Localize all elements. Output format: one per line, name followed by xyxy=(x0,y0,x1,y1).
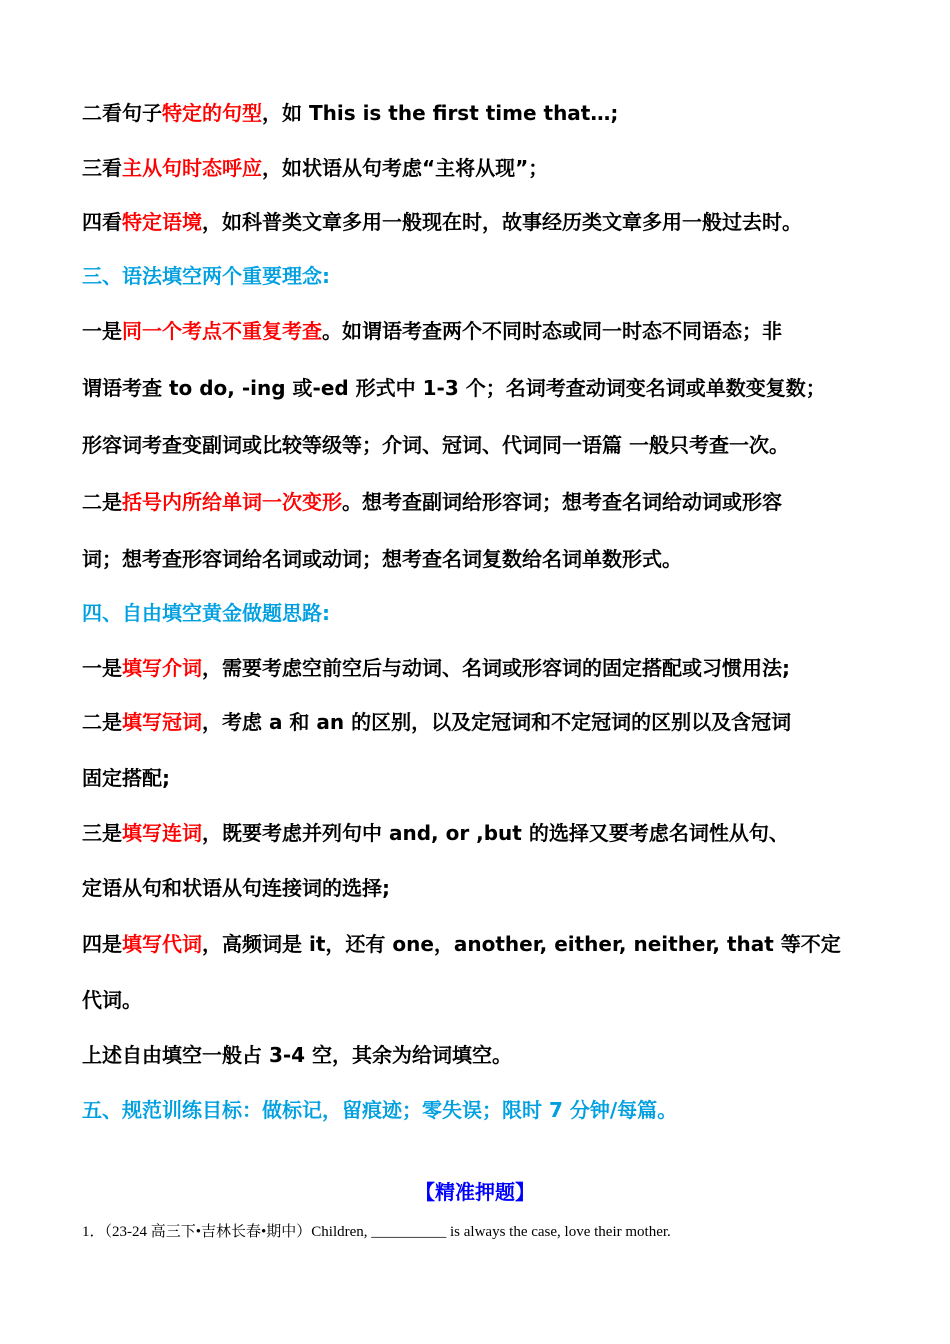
highlight-text: 填写代词 xyxy=(122,932,202,956)
highlight-text: 特定语境 xyxy=(122,210,202,234)
question-number: 1． xyxy=(82,1224,105,1240)
section-heading: 四、自由填空黄金做题思路: xyxy=(82,601,330,625)
paragraph-line: 四看特定语境，如科普类文章多用一般现在时，故事经历类文章多用一般过去时。 xyxy=(82,210,802,234)
question-source: （23-24 高三下•吉林长春•期中） xyxy=(104,1224,312,1240)
highlight-text: 填写连词 xyxy=(122,821,202,845)
highlight-text: 特定的句型 xyxy=(162,101,262,125)
question-text: Children, __________ is always the case, love their mother. xyxy=(311,1224,671,1240)
paragraph-line: 二看句子特定的句型，如 This is the first time that…; xyxy=(82,101,619,125)
highlight-text: 括号内所给单词一次变形 xyxy=(122,490,342,514)
paragraph-line: 三是填写连词，既要考虑并列句中 and, or ,but 的选择又要考虑名词性从句、 xyxy=(82,821,789,845)
highlight-text: 填写冠词 xyxy=(122,710,202,734)
paragraph-line: 固定搭配; xyxy=(82,766,170,790)
question-item xyxy=(82,1221,902,1243)
paragraph-line: 二是填写冠词，考虑 a 和 an 的区别，以及定冠词和不定冠词的区别以及含冠词 xyxy=(82,710,792,734)
paragraph-line: 上述自由填空一般占 3-4 空，其余为给词填空。 xyxy=(82,1043,513,1067)
paragraph-line: 代词。 xyxy=(82,988,142,1012)
paragraph-line: 一是填写介词，需要考虑空前空后与动词、名词或形容词的固定搭配或习惯用法; xyxy=(82,656,790,680)
section-title: 【精准押题】 xyxy=(415,1180,535,1204)
paragraph-line: 词；想考查形容词给名词或动词；想考查名词复数给名词单数形式。 xyxy=(82,547,682,571)
highlight-text: 同一个考点不重复考查 xyxy=(122,319,322,343)
paragraph-line: 四是填写代词，高频词是 it，还有 one，another, either, neither, that 等不定 xyxy=(82,932,841,956)
paragraph-line: 一是同一个考点不重复考查。如谓语考查两个不同时态或同一时态不同语态；非 xyxy=(82,319,782,343)
paragraph-line: 定语从句和状语从句连接词的选择; xyxy=(82,876,390,900)
highlight-text: 填写介词 xyxy=(122,656,202,680)
paragraph-line: 三看主从句时态呼应，如状语从句考虑“主将从现”； xyxy=(82,156,549,180)
paragraph-line: 二是括号内所给单词一次变形。想考查副词给形容词；想考查名词给动词或形容 xyxy=(82,490,782,514)
highlight-text: 主从句时态呼应 xyxy=(122,156,262,180)
section-heading: 五、规范训练目标：做标记，留痕迹；零失误；限时 7 分钟/每篇。 xyxy=(82,1098,678,1122)
paragraph-line: 谓语考查 to do, -ing 或-ed 形式中 1-3 个；名词考查动词变名词或单数变复数； xyxy=(82,376,826,400)
paragraph-line: 形容词考查变副词或比较等级等；介词、冠词、代词同一语篇 一般只考查一次。 xyxy=(82,433,789,457)
section-heading: 三、语法填空两个重要理念: xyxy=(82,264,330,288)
